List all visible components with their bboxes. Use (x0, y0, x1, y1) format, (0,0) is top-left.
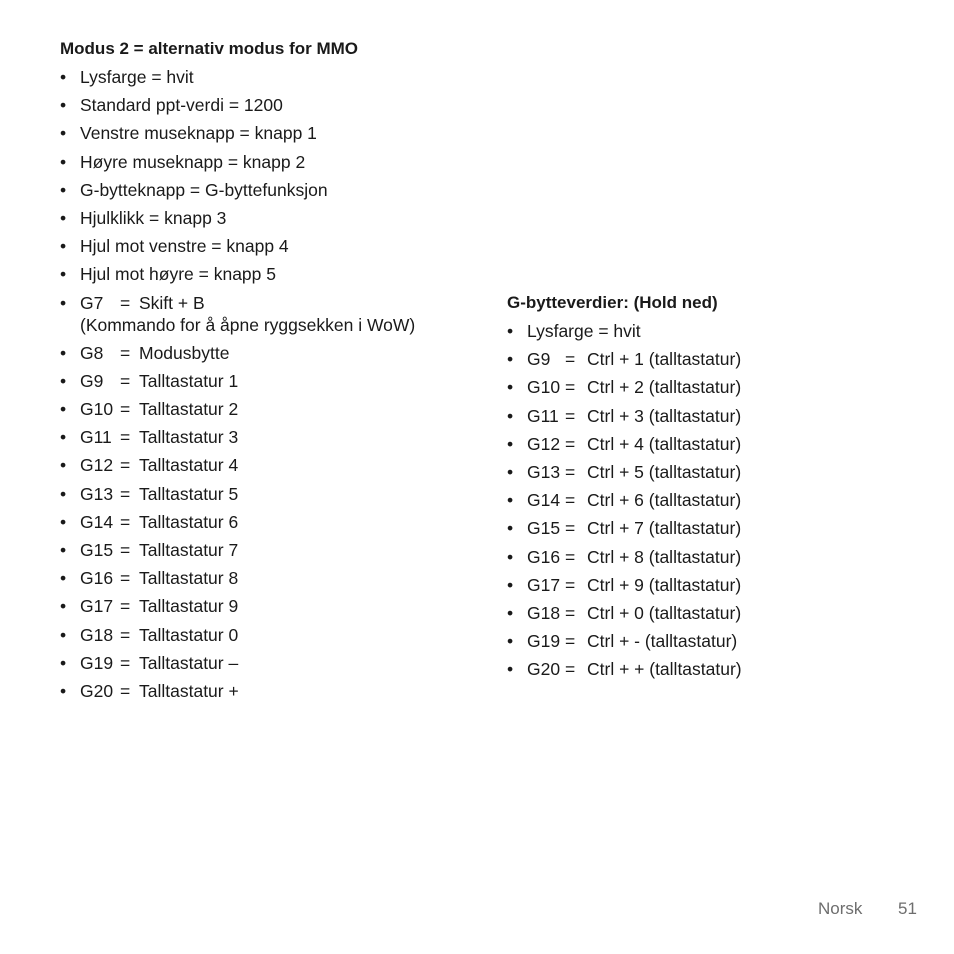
equals-sign: = (565, 518, 576, 539)
bullet-icon: • (507, 631, 514, 652)
g-key-item (507, 658, 927, 680)
equals-sign: = (565, 659, 576, 680)
bullet-icon: • (507, 574, 514, 595)
equals-sign: = (565, 490, 576, 511)
bullet-icon: • (60, 427, 67, 448)
equals-sign: = (120, 370, 131, 391)
g7-item (60, 292, 490, 336)
g-key-label: G20 (527, 659, 561, 680)
g-key-label: G18 (527, 602, 561, 623)
right-column (507, 292, 927, 686)
bullet-icon: • (60, 95, 67, 116)
g-key-item (507, 405, 927, 427)
bullet-icon: • (507, 461, 514, 482)
g-key-label: G7 (80, 292, 104, 313)
bullet-icon: • (507, 349, 514, 370)
bullet-icon: • (60, 680, 67, 701)
g-key-item (60, 595, 490, 617)
bullet-icon: • (60, 652, 67, 673)
item-text: Hjulklikk = knapp 3 (80, 207, 227, 228)
g-key-value: Modusbytte (139, 342, 230, 363)
g-key-label: G15 (527, 518, 561, 539)
g-key-label: G13 (527, 461, 561, 482)
g-key-item (60, 342, 490, 364)
g-key-value: Talltastatur 6 (139, 511, 239, 532)
g-key-label: G20 (80, 680, 114, 701)
g-key-item (60, 624, 490, 646)
item-text: Hjul mot venstre = knapp 4 (80, 236, 289, 257)
g-key-label: G14 (527, 490, 561, 511)
mode-2-settings-list (60, 66, 490, 702)
g-key-value: Ctrl + 1 (talltastatur) (587, 349, 742, 370)
g-key-item (507, 348, 927, 370)
bullet-icon: • (60, 292, 67, 313)
bullet-icon: • (507, 546, 514, 567)
bullet-icon: • (60, 151, 67, 172)
list-item (60, 66, 490, 88)
g-key-item (507, 489, 927, 511)
bullet-icon: • (60, 207, 67, 228)
g-key-item (507, 602, 927, 624)
bullet-icon: • (507, 433, 514, 454)
item-text: Høyre museknapp = knapp 2 (80, 151, 306, 172)
bullet-icon: • (60, 264, 67, 285)
g-key-item (60, 511, 490, 533)
equals-sign: = (120, 680, 131, 701)
equals-sign: = (120, 399, 131, 420)
equals-sign: = (120, 483, 131, 504)
equals-sign: = (120, 624, 131, 645)
g-key-item (60, 398, 490, 420)
list-item (60, 122, 490, 144)
g-key-item (507, 376, 927, 398)
bullet-icon: • (507, 490, 514, 511)
bullet-icon: • (507, 321, 514, 341)
bullet-icon: • (60, 511, 67, 532)
g-key-item (507, 574, 927, 596)
equals-sign: = (565, 631, 576, 652)
equals-sign: = (120, 568, 131, 589)
item-text: Lysfarge = hvit (80, 67, 194, 87)
left-column (60, 38, 490, 708)
bullet-icon: • (507, 602, 514, 623)
g-key-label: G15 (80, 540, 114, 560)
equals-sign: = (565, 574, 576, 595)
g-key-label: G11 (527, 405, 559, 426)
item-text: Hjul mot høyre = knapp 5 (80, 264, 276, 285)
g-key-item (507, 630, 927, 652)
g-shift-settings-list (507, 320, 927, 680)
g-key-label: G19 (527, 631, 561, 652)
equals-sign: = (565, 602, 576, 623)
g-key-value: Ctrl + 4 (talltastatur) (587, 433, 742, 454)
list-item (60, 263, 490, 285)
g-key-value: Ctrl + 6 (talltastatur) (587, 490, 742, 511)
item-text: Venstre museknapp = knapp 1 (80, 123, 317, 144)
g-key-value: Ctrl + - (talltastatur) (587, 631, 738, 652)
equals-sign: = (120, 652, 131, 673)
equals-sign: = (120, 596, 131, 617)
g-key-label: G17 (80, 596, 114, 617)
g-key-item (60, 539, 490, 561)
g-key-value: Talltastatur 9 (139, 596, 239, 617)
bullet-icon: • (60, 624, 67, 645)
g-shift-heading: G-bytteverdier: (Hold ned) (507, 293, 718, 312)
bullet-icon: • (507, 659, 514, 680)
item-text: G-bytteknapp = G-byttefunksjon (80, 179, 328, 200)
equals-sign: = (565, 461, 576, 482)
g-key-value: Skift + B (139, 292, 205, 313)
g-key-item (60, 454, 490, 476)
g-key-label: G14 (80, 511, 114, 532)
list-item (60, 151, 490, 173)
g-key-value: Ctrl + 0 (talltastatur) (587, 602, 742, 623)
footer-page-number: 51 (898, 899, 917, 918)
g-key-label: G9 (80, 370, 104, 391)
g-key-value: Talltastatur 1 (139, 370, 239, 391)
bullet-icon: • (507, 518, 514, 539)
g-key-value: Talltastatur 3 (139, 427, 239, 448)
g-key-item (60, 483, 490, 505)
g-key-label: G10 (527, 377, 561, 398)
g-key-value: Talltastatur 7 (139, 540, 239, 560)
g-key-item (507, 546, 927, 568)
bullet-icon: • (60, 483, 67, 504)
equals-sign: = (565, 433, 576, 454)
list-item (60, 179, 490, 201)
bullet-icon: • (60, 342, 67, 363)
equals-sign: = (565, 405, 576, 426)
g-key-label: G16 (80, 568, 114, 589)
bullet-icon: • (60, 179, 67, 200)
equals-sign: = (120, 540, 131, 560)
g-key-item (60, 567, 490, 589)
list-item (507, 320, 927, 342)
equals-sign: = (120, 511, 131, 532)
g-key-value: Talltastatur – (139, 652, 239, 673)
equals-sign: = (120, 427, 131, 448)
equals-sign: = (565, 546, 576, 567)
equals-sign: = (120, 292, 131, 313)
equals-sign: = (565, 377, 576, 398)
g-key-label: G12 (527, 433, 561, 454)
g-key-label: G9 (527, 349, 551, 370)
g-key-value: Ctrl + 3 (talltastatur) (587, 405, 742, 426)
g-key-value: Talltastatur 2 (139, 399, 239, 420)
item-text: Lysfarge = hvit (527, 321, 641, 341)
item-text: Standard ppt-verdi = 1200 (80, 95, 283, 116)
g-key-label: G12 (80, 455, 114, 476)
g-key-value: Ctrl + 5 (talltastatur) (587, 461, 742, 482)
bullet-icon: • (60, 596, 67, 617)
g-key-value: Talltastatur 5 (139, 483, 239, 504)
bullet-icon: • (60, 540, 67, 560)
bullet-icon: • (507, 405, 514, 426)
g-key-value: Ctrl + 2 (talltastatur) (587, 377, 742, 398)
g-key-value: Talltastatur 4 (139, 455, 239, 476)
g-key-value: Talltastatur 8 (139, 568, 239, 589)
g-key-label: G11 (80, 427, 112, 448)
bullet-icon: • (507, 377, 514, 398)
g-key-label: G13 (80, 483, 114, 504)
g-key-label: G18 (80, 624, 114, 645)
list-item (60, 94, 490, 116)
footer-language: Norsk (818, 899, 863, 918)
g-key-label: G17 (527, 574, 561, 595)
g-key-label: G19 (80, 652, 114, 673)
g-key-item (60, 680, 490, 702)
g-key-item (507, 433, 927, 455)
g-key-label: G16 (527, 546, 561, 567)
list-item (60, 207, 490, 229)
bullet-icon: • (60, 455, 67, 476)
g-key-value: Ctrl + + (talltastatur) (587, 659, 742, 680)
list-item (60, 235, 490, 257)
bullet-icon: • (60, 568, 67, 589)
bullet-icon: • (60, 236, 67, 257)
g-key-value: Talltastatur 0 (139, 624, 239, 645)
bullet-icon: • (60, 67, 67, 87)
g-key-label: G8 (80, 342, 104, 363)
g-key-value: Talltastatur + (139, 680, 239, 701)
bullet-icon: • (60, 123, 67, 144)
g-key-label: G10 (80, 399, 114, 420)
g-key-item (507, 517, 927, 539)
equals-sign: = (120, 342, 131, 363)
g-key-value: Ctrl + 9 (talltastatur) (587, 574, 742, 595)
g7-note: (Kommando for å åpne ryggsekken i WoW) (80, 314, 416, 335)
equals-sign: = (120, 455, 131, 476)
g-key-value: Ctrl + 8 (talltastatur) (587, 546, 742, 567)
g-key-item (60, 370, 490, 392)
g-key-value: Ctrl + 7 (talltastatur) (587, 518, 742, 539)
bullet-icon: • (60, 399, 67, 420)
bullet-icon: • (60, 370, 67, 391)
mode-2-heading: Modus 2 = alternativ modus for MMO (60, 39, 359, 58)
g-key-item (507, 461, 927, 483)
equals-sign: = (565, 349, 576, 370)
g-key-item (60, 652, 490, 674)
g-key-item (60, 426, 490, 448)
